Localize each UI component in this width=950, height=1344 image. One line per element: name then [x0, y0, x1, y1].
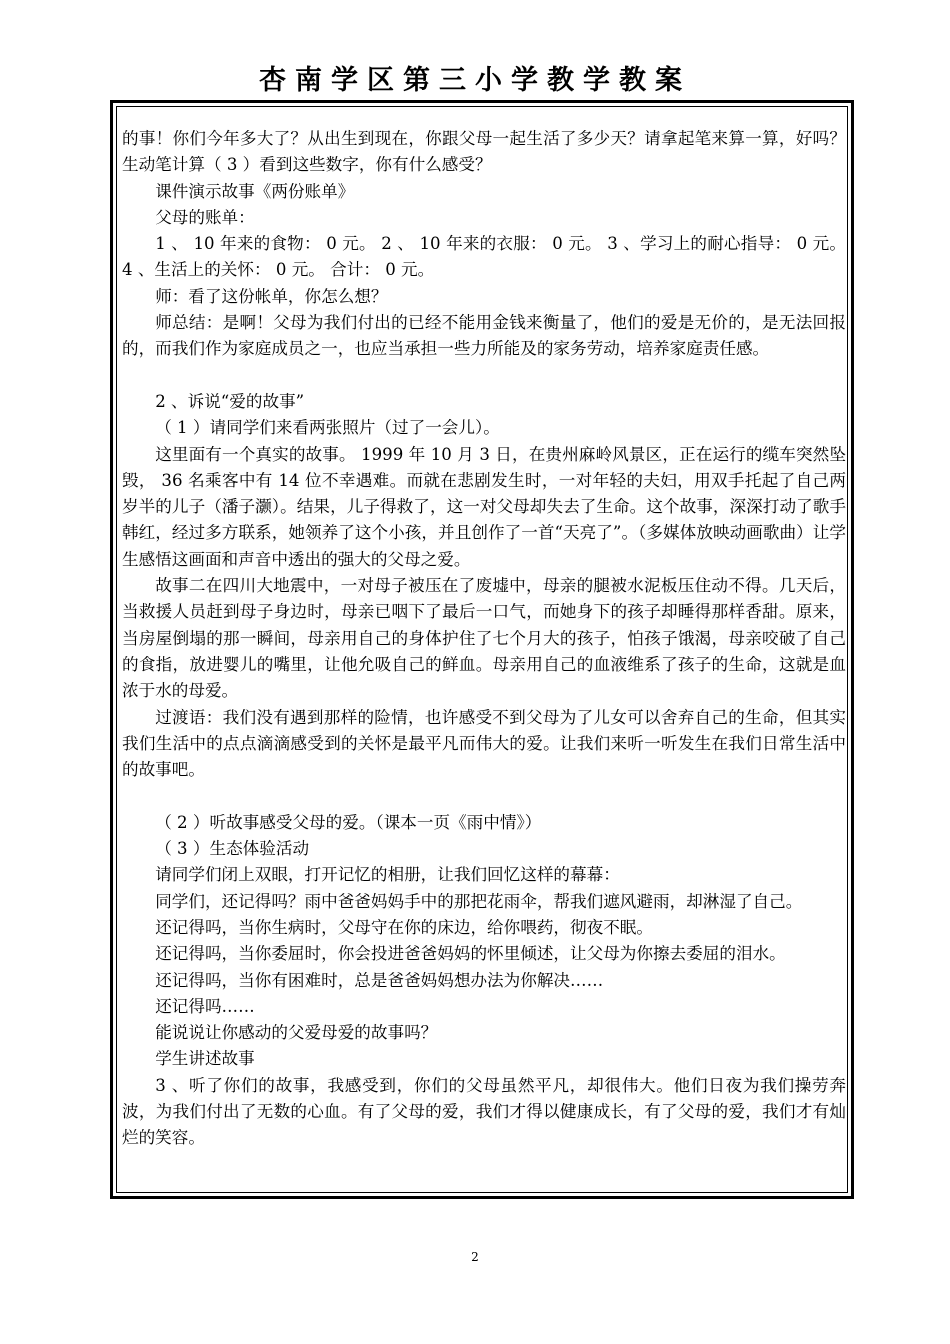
page-number: 2: [471, 1250, 479, 1264]
paragraph: 父母的账单：: [155, 207, 255, 227]
paragraph: 过渡语：我们没有遇到那样的险情，也许感受不到父母为了儿女可以舍弃自己的生命，但其实我们生活中的点点滴滴感受到的关怀是最平凡而伟大的爱。让我们来听一听发生在我们日常生活中的故事吧。: [122, 707, 846, 780]
lesson-content: [122, 126, 846, 1152]
paragraph-spacer: [122, 363, 846, 389]
paragraph: 还记得吗，当你生病时，父母守在你的床边，给你喂药，彻夜不眠。: [155, 917, 653, 937]
paragraph: 2 、诉说“爱的故事”: [155, 391, 305, 411]
paragraph: 1 、 10 年来的食物： 0 元。 2 、 10 年来的衣服： 0 元。 3 、学习上的耐心指导： 0 元。 4 、生活上的关怀： 0 元。 合计： 0 元。: [122, 234, 846, 280]
paragraph: 请同学们闭上双眼，打开记忆的相册，让我们回忆这样的幕幕：: [155, 865, 620, 885]
paragraph: 同学们，还记得吗？雨中爸爸妈妈手中的那把花雨伞，帮我们遮风避雨，却淋湿了自己。: [155, 891, 803, 911]
paragraph: （ 3 ）生态体验活动: [155, 839, 310, 859]
paragraph: 3 、听了你们的故事，我感受到，你们的父母虽然平凡，却很伟大。他们日夜为我们操劳奔波，为我们付出了无数的心血。有了父母的爱，我们才得以健康成长，有了父母的爱，我们才有灿烂的笑容。: [122, 1075, 846, 1148]
paragraph: 学生讲述故事: [155, 1049, 255, 1069]
paragraph: 能说说让你感动的父爱母爱的故事吗？: [155, 1023, 438, 1043]
paragraph: 师：看了这份帐单，你怎么想？: [155, 286, 388, 306]
paragraph-spacer: [122, 783, 846, 809]
paragraph: 还记得吗，当你有困难时，总是爸爸妈妈想办法为你解决……: [155, 970, 604, 990]
paragraph: 师总结：是啊！父母为我们付出的已经不能用金钱来衡量了，他们的爱是无价的，是无法回报的，而我们作为家庭成员之一，也应当承担一些力所能及的家务劳动，培养家庭责任感。: [122, 313, 846, 359]
paragraph: 课件演示故事《两份账单》: [155, 181, 355, 201]
paragraph: 还记得吗，当你委屈时，你会投进爸爸妈妈的怀里倾述，让父母为你擦去委屈的泪水。: [155, 944, 786, 964]
paragraph: （ 1 ）请同学们来看两张照片（过了一会儿）。: [155, 418, 500, 438]
paragraph: 还记得吗……: [155, 996, 255, 1016]
paragraph: （ 2 ）听故事感受父母的爱。（课本一页《雨中情》）: [155, 812, 542, 832]
paragraph: 这里面有一个真实的故事。 1999 年 10 月 3 日，在贵州麻岭风景区，正在运行的缆车突然坠毁， 36 名乘客中有 14 位不幸遇难。而就在悲剧发生时，一对年轻的夫妇，用双手托起了自己两岁半的儿子（潘子灏）。结果，儿子得救了，这一对父母却失去了生命。这个故事，深深打动了歌手韩红，经过多方联系，她领养了这个小孩，并且创作了一首“天亮了”。（多媒体放映动画歌曲）让学生感悟这画面和声音中透出的强大的父母之爱。: [122, 444, 846, 569]
paragraph: 的事！你们今年多大了？从出生到现在，你跟父母一起生活了多少天？请拿起笔来算一算，好吗？生动笔计算（ 3 ）看到这些数字，你有什么感受？: [122, 129, 846, 175]
paragraph: 故事二在四川大地震中，一对母子被压在了废墟中，母亲的腿被水泥板压住动不得。几天后，当救援人员赶到母子身边时，母亲已咽下了最后一口气，而她身下的孩子却睡得那样香甜。原来，当房屋倒塌的那一瞬间，母亲用自己的身体护住了七个月大的孩子，怕孩子饿渴，母亲咬破了自己的食指，放进婴儿的嘴里，让他允吸自己的鲜血。母亲用自己的血液维系了孩子的生命，这就是血浓于水的母爱。: [122, 576, 846, 701]
page-title: 杏南学区第三小学教学教案: [259, 65, 691, 96]
